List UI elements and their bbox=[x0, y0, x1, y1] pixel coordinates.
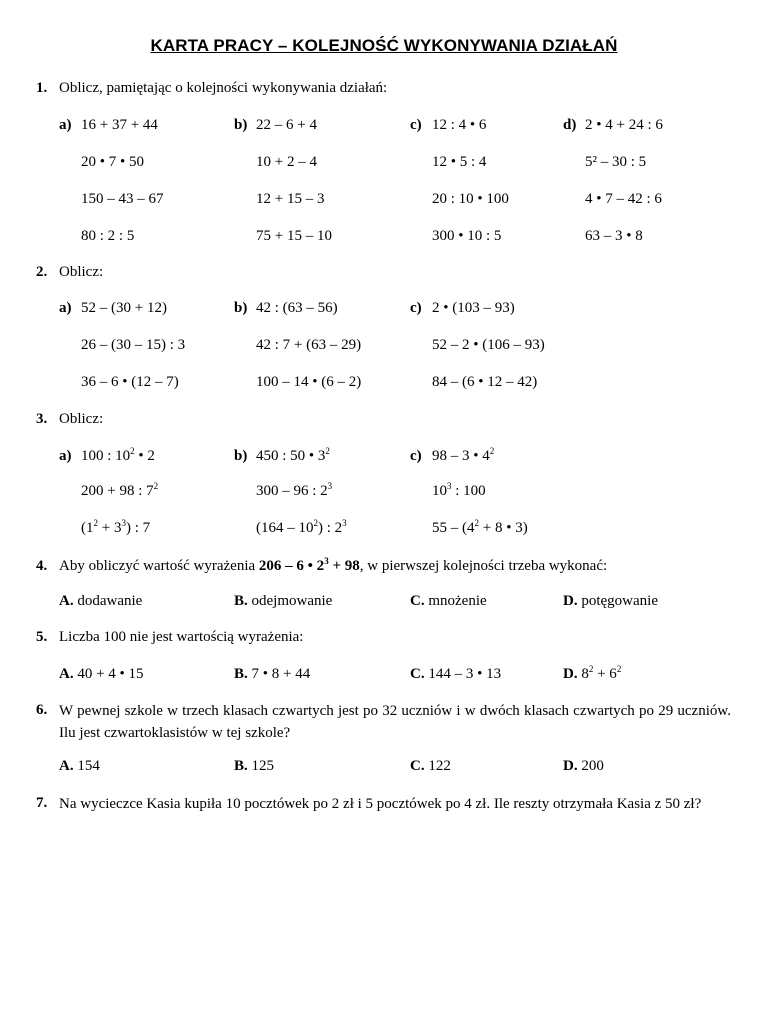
task-2c-item: 2 • (103 – 93) bbox=[432, 300, 515, 316]
task-4-prompt: Aby obliczyć wartość wyrażenia 206 – 6 • $2^3 + 98$, w pierwszej kolejności trzeba wykonać: bbox=[59, 556, 608, 574]
task-3-prompt: Oblicz: bbox=[59, 411, 104, 427]
task-1a-item: 80 : 2 : 5 bbox=[81, 228, 135, 244]
task-1a-item: 16 + 37 + 44 bbox=[81, 117, 158, 133]
task-6-option-d: D. 200 bbox=[563, 758, 604, 774]
task-3b-label: b) bbox=[234, 448, 248, 464]
task-3b-item: 300 – 96 : $2^3$ bbox=[256, 481, 333, 499]
task-1b-item: 22 – 6 + 4 bbox=[256, 117, 317, 133]
task-5-prompt: Liczba 100 nie jest wartością wyrażenia: bbox=[59, 629, 304, 645]
task-4-option-c: C. mnożenie bbox=[410, 593, 487, 609]
task-1b-item: 10 + 2 – 4 bbox=[256, 154, 317, 170]
task-1b-label: b) bbox=[234, 117, 248, 133]
task-3b-item: $(164 - 10^2)$ : $2^3$ bbox=[256, 518, 347, 536]
task-3a-item: 200 + 98 : $7^2$ bbox=[81, 481, 159, 499]
task-2a-label: a) bbox=[59, 300, 72, 316]
task-6-option-b: B. 125 bbox=[234, 758, 275, 774]
task-7-prompt: Na wycieczce Kasia kupiła 10 pocztówek po 2 zł i 5 pocztówek po 4 zł. Ile reszty otrzymała Kasia z 50 zł? bbox=[59, 796, 702, 812]
task-4-option-d: D. potęgowanie bbox=[563, 593, 658, 609]
task-1c-item: 12 • 5 : 4 bbox=[432, 154, 487, 170]
task-1d-item: 2 • 4 + 24 : 6 bbox=[585, 117, 663, 133]
task-2a-item: 52 – (30 + 12) bbox=[81, 300, 167, 316]
task-3c-item: $55 - (4^2 + 8$ • 3) bbox=[432, 518, 528, 536]
page-title: KARTA PRACY – KOLEJNOŚĆ WYKONYWANIA DZIAŁAŃ bbox=[150, 36, 618, 55]
task-4-option-b: B. odejmowanie bbox=[234, 593, 333, 609]
task-1b-item: 12 + 15 – 3 bbox=[256, 191, 325, 207]
task-2c-item: 84 – (6 • 12 – 42) bbox=[432, 374, 538, 390]
task-1c-label: c) bbox=[410, 117, 422, 133]
task-1c-item: 20 : 10 • 100 bbox=[432, 191, 509, 207]
task-7-number: 7. bbox=[36, 795, 48, 811]
task-2-number: 2. bbox=[36, 264, 48, 280]
task-2a-item: 36 – 6 • (12 – 7) bbox=[81, 374, 179, 390]
task-2b-item: 42 : (63 – 56) bbox=[256, 300, 338, 316]
task-3c-item: 98 – 3 • $4^2$ bbox=[432, 446, 495, 464]
task-1d-item: 63 – 3 • 8 bbox=[585, 228, 643, 244]
task-6-number: 6. bbox=[36, 702, 48, 718]
task-1d-item: 4 • 7 – 42 : 6 bbox=[585, 191, 662, 207]
task-1c-item: 12 : 4 • 6 bbox=[432, 117, 487, 133]
task-1a-label: a) bbox=[59, 117, 72, 133]
task-2a-item: 26 – (30 – 15) : 3 bbox=[81, 337, 186, 353]
task-2-prompt: Oblicz: bbox=[59, 264, 104, 280]
task-4-option-a: A. dodawanie bbox=[59, 593, 143, 609]
task-3-number: 3. bbox=[36, 411, 48, 427]
task-4-number: 4. bbox=[36, 558, 48, 574]
task-3c-item: $10^3$ : 100 bbox=[432, 481, 486, 499]
task-5-option-d: D. $8^2 + 6^2$ bbox=[563, 664, 622, 682]
task-1b-item: 75 + 15 – 10 bbox=[256, 228, 332, 244]
task-3a-item: 100 : $10^2$ • 2 bbox=[81, 446, 155, 464]
task-3a-label: a) bbox=[59, 448, 72, 464]
task-6-option-c: C. 122 bbox=[410, 758, 451, 774]
task-1c-item: 300 • 10 : 5 bbox=[432, 228, 502, 244]
task-2b-label: b) bbox=[234, 300, 248, 316]
task-2c-item: 52 – 2 • (106 – 93) bbox=[432, 337, 545, 353]
task-5-number: 5. bbox=[36, 629, 48, 645]
task-6-prompt: W pewnej szkole w trzech klasach czwartych jest po 32 uczniów i w dwóch klasach czwartych po 29 uczniów. Ilu jest czwartoklasistów w tej szkole? bbox=[59, 703, 731, 741]
task-3c-label: c) bbox=[410, 448, 422, 464]
task-1-number: 1. bbox=[36, 80, 48, 96]
task-3b-item: 450 : 50 • $3^2$ bbox=[256, 446, 330, 464]
task-2b-item: 42 : 7 + (63 – 29) bbox=[256, 337, 362, 353]
task-1a-item: 150 – 43 – 67 bbox=[81, 191, 164, 207]
task-1a-item: 20 • 7 • 50 bbox=[81, 154, 145, 170]
task-5-option-c: C. 144 – 3 • 13 bbox=[410, 666, 502, 682]
task-6-option-a: A. 154 bbox=[59, 758, 100, 774]
task-1d-label: d) bbox=[563, 117, 577, 133]
task-3a-item: $(1^2 + 3^3)$ : 7 bbox=[81, 518, 151, 536]
task-5-option-a: A. 40 + 4 • 15 bbox=[59, 666, 144, 682]
task-1d-item: 5² – 30 : 5 bbox=[585, 154, 647, 170]
task-2b-item: 100 – 14 • (6 – 2) bbox=[256, 374, 362, 390]
task-2c-label: c) bbox=[410, 300, 422, 316]
task-5-option-b: B. 7 • 8 + 44 bbox=[234, 666, 311, 682]
task-1-prompt: Oblicz, pamiętając o kolejności wykonywania działań: bbox=[59, 80, 388, 96]
